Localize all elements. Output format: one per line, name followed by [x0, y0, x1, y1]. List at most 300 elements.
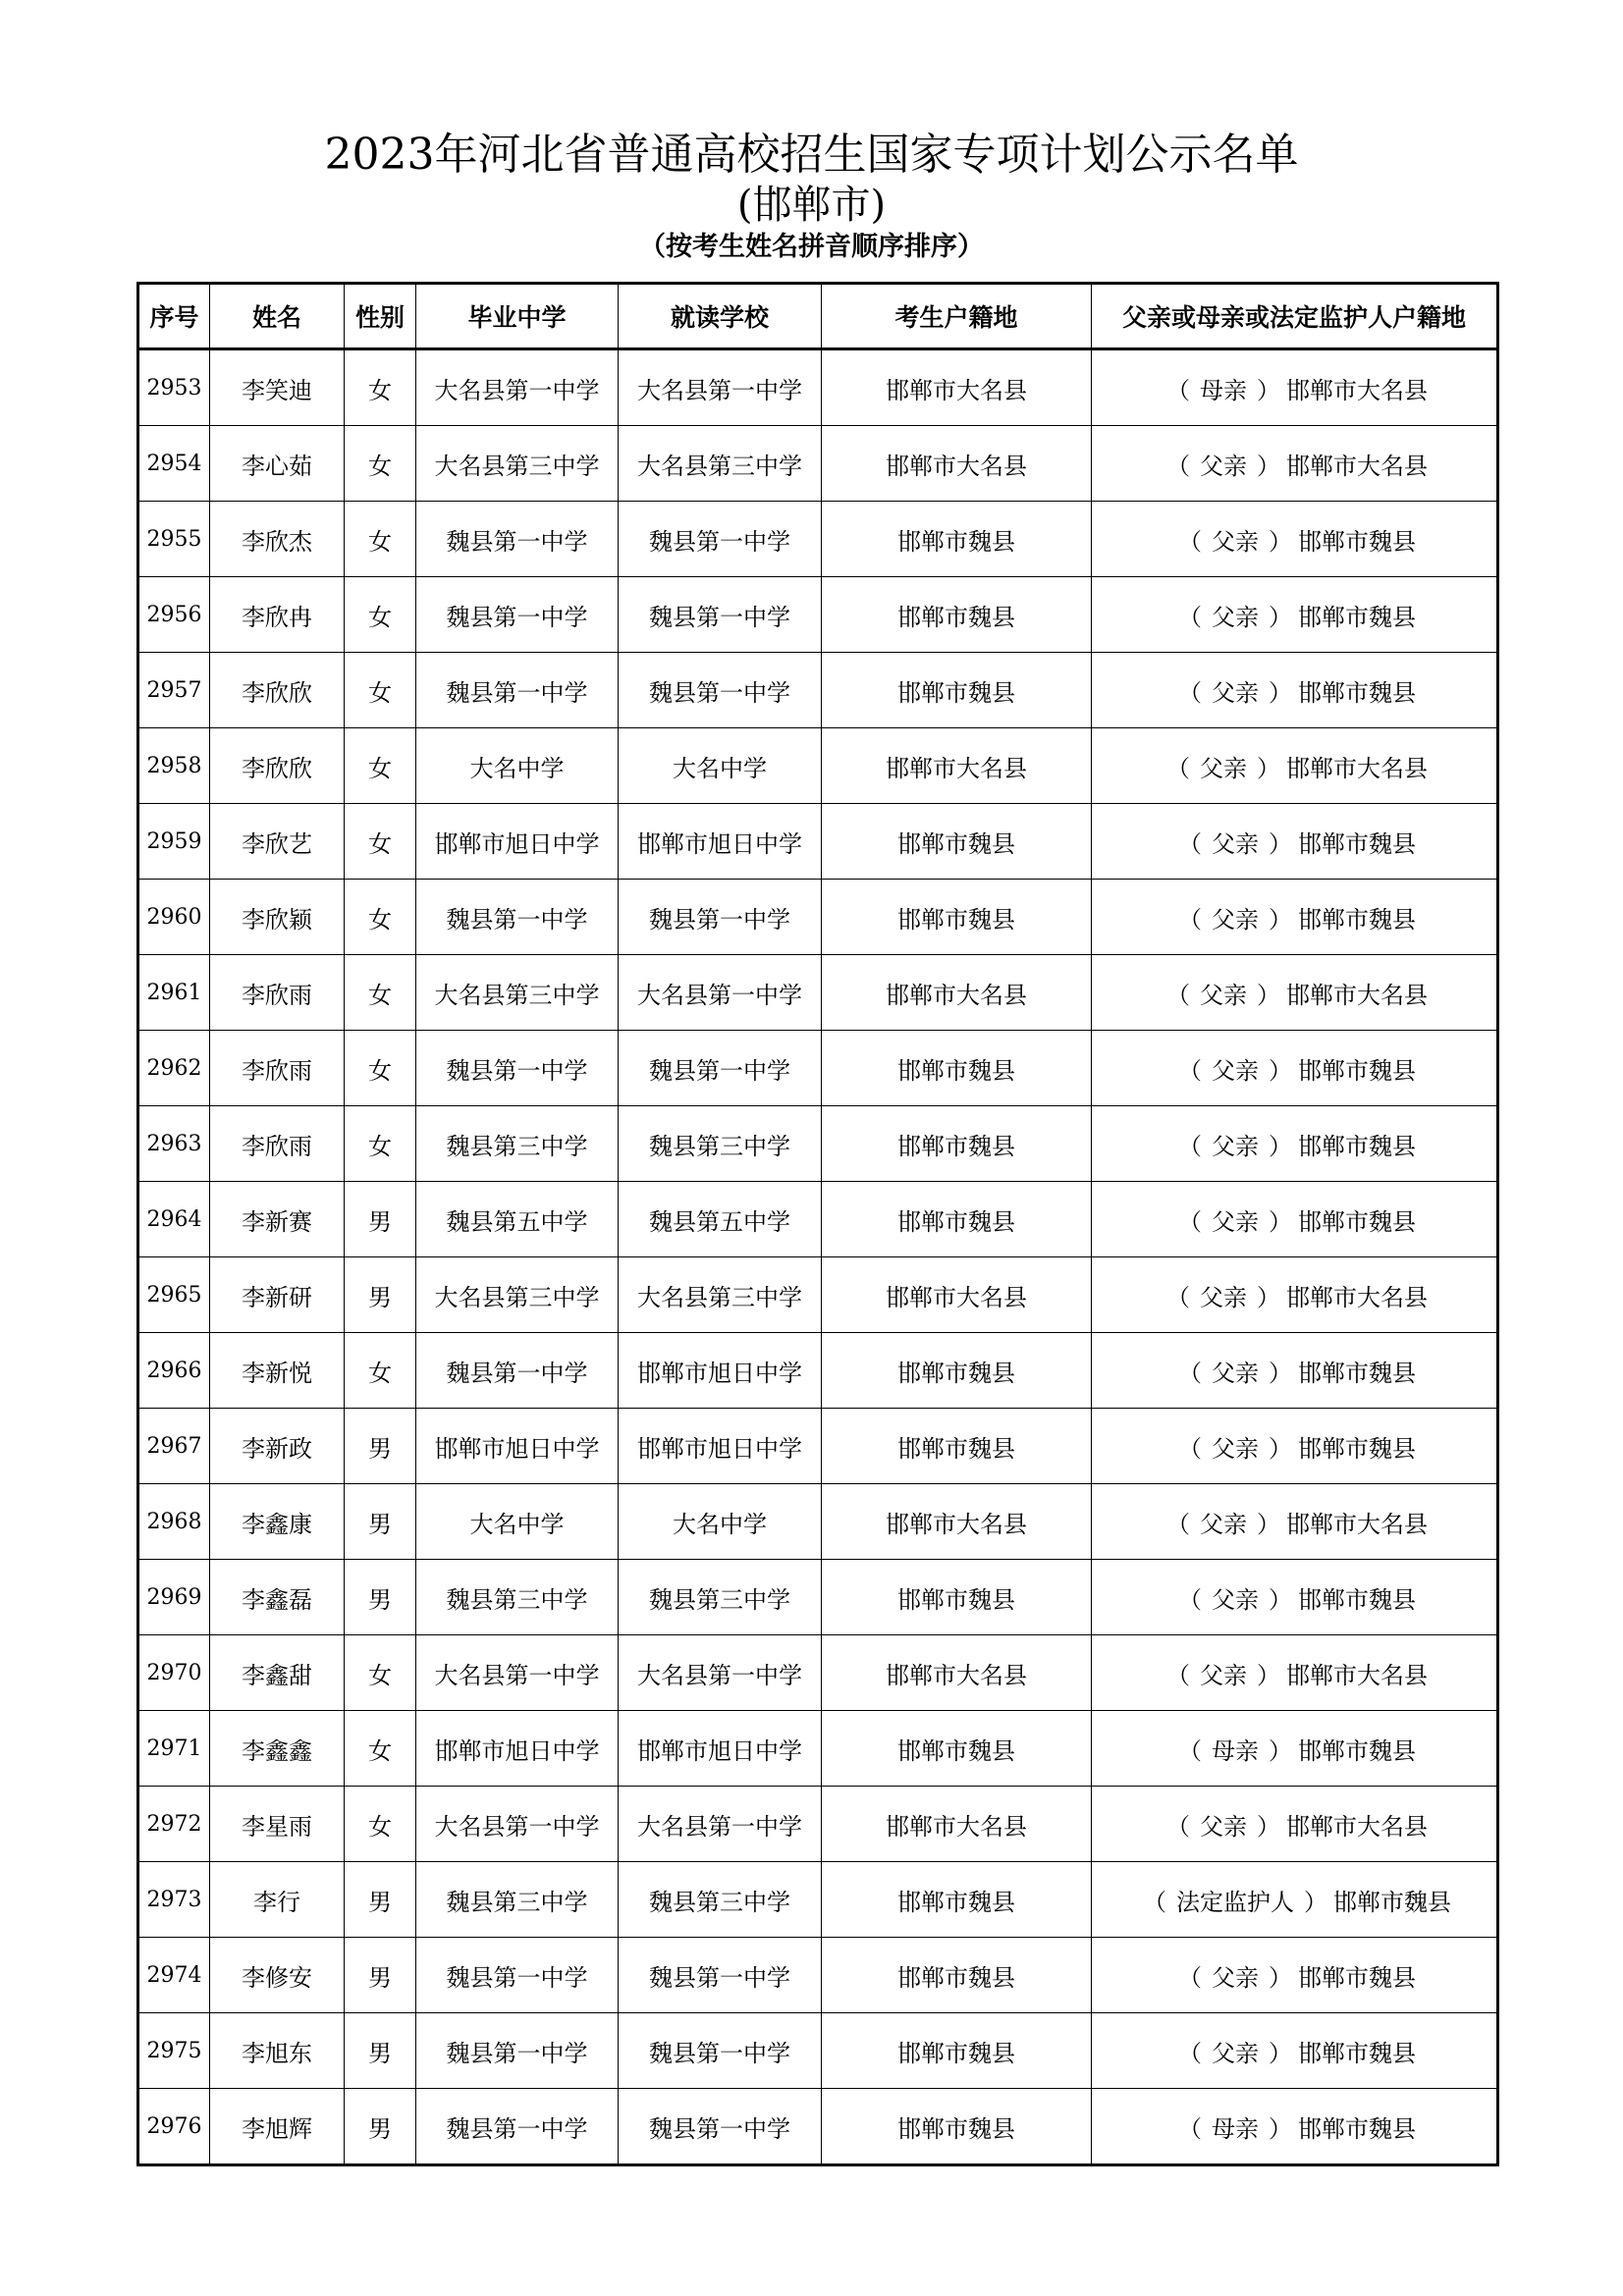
cell-gender: 男 [345, 1409, 416, 1484]
guardian-relation: 父亲 [1200, 1661, 1247, 1689]
paren-open: （ [1178, 1434, 1202, 1463]
cell-gender: 男 [345, 2089, 416, 2165]
cell-name: 李欣冉 [210, 577, 345, 653]
paren-close: ） [1257, 452, 1280, 480]
cell-student-hukou: 邯郸市大名县 [822, 1484, 1092, 1560]
cell-graduation-school: 大名县第一中学 [416, 349, 619, 426]
paren-close: ） [1269, 527, 1292, 556]
guardian-relation: 父亲 [1212, 603, 1259, 631]
cell-graduation-school: 邯郸市旭日中学 [416, 1409, 619, 1484]
table-row [138, 1182, 1498, 1257]
cell-current-school: 魏县第一中学 [619, 880, 822, 955]
paren-open: （ [1178, 2114, 1202, 2143]
cell-student-hukou: 邯郸市魏县 [822, 1182, 1092, 1257]
sort-order-note: （按考生姓名拼音顺序排序） [639, 232, 984, 262]
table-row [138, 1106, 1498, 1182]
cell-gender: 男 [345, 1862, 416, 1938]
guardian-relation: 父亲 [1212, 678, 1259, 707]
cell-current-school: 邯郸市旭日中学 [619, 1711, 822, 1787]
paren-open: （ [1166, 1661, 1190, 1689]
cell-serial: 2960 [138, 880, 210, 955]
cell-student-hukou: 邯郸市魏县 [822, 1409, 1092, 1484]
paren-open: （ [1166, 452, 1190, 480]
cell-current-school: 大名县第一中学 [619, 1787, 822, 1862]
paren-close: ） [1257, 376, 1280, 404]
cell-name: 李鑫甜 [210, 1635, 345, 1711]
table-row [138, 2089, 1498, 2165]
cell-gender: 女 [345, 1106, 416, 1182]
paren-close: ） [1304, 1888, 1327, 1916]
cell-current-school: 魏县第三中学 [619, 1106, 822, 1182]
paren-close: ） [1269, 905, 1292, 934]
cell-graduation-school: 大名县第一中学 [416, 1635, 619, 1711]
cell-current-school: 大名县第三中学 [619, 426, 822, 502]
guardian-relation: 父亲 [1200, 981, 1247, 1009]
guardian-hukou-text: 邯郸市大名县 [1286, 376, 1428, 404]
cell-guardian-hukou [1092, 577, 1498, 653]
guardian-relation: 父亲 [1212, 1434, 1259, 1463]
cell-serial: 2972 [138, 1787, 210, 1862]
paren-open: （ [1178, 829, 1202, 858]
cell-guardian-hukou [1092, 804, 1498, 880]
paren-open: （ [1178, 603, 1202, 631]
admission-roster-table [136, 282, 1499, 2166]
cell-gender: 女 [345, 880, 416, 955]
cell-gender: 女 [345, 1333, 416, 1409]
cell-student-hukou: 邯郸市魏县 [822, 577, 1092, 653]
cell-student-hukou: 邯郸市大名县 [822, 1635, 1092, 1711]
paren-open: （ [1178, 1056, 1202, 1085]
cell-current-school: 大名县第三中学 [619, 1257, 822, 1333]
cell-name: 李心茹 [210, 426, 345, 502]
cell-guardian-hukou [1092, 2013, 1498, 2089]
cell-serial: 2963 [138, 1106, 210, 1182]
guardian-relation: 父亲 [1200, 452, 1247, 480]
document-subtitle: (邯郸市) [736, 183, 887, 228]
cell-name: 李欣杰 [210, 502, 345, 577]
cell-gender: 女 [345, 653, 416, 728]
cell-graduation-school: 邯郸市旭日中学 [416, 804, 619, 880]
cell-graduation-school: 大名县第一中学 [416, 1787, 619, 1862]
cell-serial: 2968 [138, 1484, 210, 1560]
paren-open: （ [1178, 678, 1202, 707]
cell-current-school: 邯郸市旭日中学 [619, 1409, 822, 1484]
paren-close: ） [1269, 2114, 1292, 2143]
paren-close: ） [1257, 981, 1280, 1009]
cell-name: 李欣欣 [210, 653, 345, 728]
cell-graduation-school: 大名县第三中学 [416, 1257, 619, 1333]
guardian-hukou-text: 邯郸市大名县 [1286, 1661, 1428, 1689]
cell-gender: 男 [345, 1938, 416, 2013]
guardian-hukou-text: 邯郸市魏县 [1298, 1207, 1416, 1236]
cell-name: 李旭东 [210, 2013, 345, 2089]
guardian-hukou-text: 邯郸市魏县 [1298, 1132, 1416, 1160]
cell-graduation-school: 魏县第一中学 [416, 1333, 619, 1409]
cell-guardian-hukou [1092, 426, 1498, 502]
cell-student-hukou: 邯郸市大名县 [822, 426, 1092, 502]
cell-graduation-school: 大名中学 [416, 1484, 619, 1560]
paren-close: ） [1269, 1207, 1292, 1236]
cell-serial: 2958 [138, 728, 210, 804]
guardian-hukou-text: 邯郸市魏县 [1333, 1888, 1451, 1916]
cell-graduation-school: 魏县第一中学 [416, 1938, 619, 2013]
cell-name: 李欣艺 [210, 804, 345, 880]
guardian-hukou-text: 邯郸市魏县 [1298, 905, 1416, 934]
cell-guardian-hukou [1092, 1938, 1498, 2013]
cell-graduation-school: 魏县第一中学 [416, 577, 619, 653]
cell-student-hukou: 邯郸市魏县 [822, 1333, 1092, 1409]
cell-name: 李新政 [210, 1409, 345, 1484]
cell-gender: 女 [345, 426, 416, 502]
table-row [138, 502, 1498, 577]
paren-close: ） [1257, 1812, 1280, 1841]
paren-open: （ [1178, 905, 1202, 934]
guardian-relation: 父亲 [1212, 527, 1259, 556]
table-row [138, 728, 1498, 804]
guardian-relation: 法定监护人 [1176, 1888, 1294, 1916]
col-header-graduation-school: 毕业中学 [416, 284, 619, 349]
table-row [138, 804, 1498, 880]
table-row [138, 1333, 1498, 1409]
guardian-hukou-text: 邯郸市魏县 [1298, 1963, 1416, 1992]
guardian-hukou-text: 邯郸市魏县 [1298, 2039, 1416, 2067]
paren-open: （ [1166, 1510, 1190, 1538]
cell-current-school: 大名中学 [619, 728, 822, 804]
guardian-relation: 父亲 [1212, 1056, 1259, 1085]
cell-graduation-school: 魏县第三中学 [416, 1106, 619, 1182]
guardian-hukou-text: 邯郸市魏县 [1298, 1434, 1416, 1463]
cell-name: 李星雨 [210, 1787, 345, 1862]
cell-serial: 2973 [138, 1862, 210, 1938]
cell-guardian-hukou [1092, 1182, 1498, 1257]
paren-close: ） [1269, 829, 1292, 858]
guardian-hukou-text: 邯郸市魏县 [1298, 603, 1416, 631]
cell-name: 李欣雨 [210, 1106, 345, 1182]
cell-student-hukou: 邯郸市大名县 [822, 955, 1092, 1031]
guardian-hukou-text: 邯郸市魏县 [1298, 2114, 1416, 2143]
paren-open: （ [1178, 1585, 1202, 1614]
paren-open: （ [1166, 754, 1190, 782]
cell-guardian-hukou [1092, 653, 1498, 728]
cell-gender: 男 [345, 1182, 416, 1257]
guardian-hukou-text: 邯郸市大名县 [1286, 1812, 1428, 1841]
guardian-hukou-text: 邯郸市大名县 [1286, 754, 1428, 782]
cell-serial: 2970 [138, 1635, 210, 1711]
cell-name: 李旭辉 [210, 2089, 345, 2165]
cell-guardian-hukou [1092, 1031, 1498, 1106]
cell-graduation-school: 魏县第一中学 [416, 653, 619, 728]
cell-gender: 男 [345, 1484, 416, 1560]
cell-gender: 女 [345, 804, 416, 880]
paren-open: （ [1178, 1963, 1202, 1992]
cell-guardian-hukou [1092, 1409, 1498, 1484]
table-row [138, 349, 1498, 426]
cell-guardian-hukou [1092, 955, 1498, 1031]
paren-open: （ [1178, 1736, 1202, 1765]
table-row [138, 1409, 1498, 1484]
cell-serial: 2954 [138, 426, 210, 502]
cell-gender: 男 [345, 2013, 416, 2089]
cell-serial: 2966 [138, 1333, 210, 1409]
paren-close: ） [1257, 1661, 1280, 1689]
cell-student-hukou: 邯郸市魏县 [822, 1938, 1092, 2013]
paren-close: ） [1269, 1132, 1292, 1160]
table-row [138, 1031, 1498, 1106]
guardian-relation: 父亲 [1200, 1812, 1247, 1841]
cell-gender: 男 [345, 1560, 416, 1635]
paren-open: （ [1178, 1359, 1202, 1387]
table-row [138, 1635, 1498, 1711]
cell-graduation-school: 大名县第三中学 [416, 426, 619, 502]
paren-close: ） [1269, 1736, 1292, 1765]
cell-current-school: 魏县第三中学 [619, 1560, 822, 1635]
cell-student-hukou: 邯郸市大名县 [822, 1257, 1092, 1333]
cell-guardian-hukou [1092, 1635, 1498, 1711]
table-body [138, 349, 1498, 2165]
table-row [138, 426, 1498, 502]
paren-open: （ [1143, 1888, 1166, 1916]
cell-student-hukou: 邯郸市魏县 [822, 2089, 1092, 2165]
cell-gender: 女 [345, 955, 416, 1031]
cell-serial: 2955 [138, 502, 210, 577]
cell-name: 李新悦 [210, 1333, 345, 1409]
cell-name: 李鑫鑫 [210, 1711, 345, 1787]
table-row [138, 1938, 1498, 2013]
cell-current-school: 邯郸市旭日中学 [619, 804, 822, 880]
cell-serial: 2953 [138, 349, 210, 426]
cell-serial: 2974 [138, 1938, 210, 2013]
col-header-current-school: 就读学校 [619, 284, 822, 349]
cell-serial: 2965 [138, 1257, 210, 1333]
paren-close: ） [1257, 1283, 1280, 1311]
cell-serial: 2967 [138, 1409, 210, 1484]
cell-student-hukou: 邯郸市魏县 [822, 1711, 1092, 1787]
cell-guardian-hukou [1092, 2089, 1498, 2165]
cell-guardian-hukou [1092, 728, 1498, 804]
cell-name: 李笑迪 [210, 349, 345, 426]
cell-name: 李欣欣 [210, 728, 345, 804]
cell-gender: 女 [345, 502, 416, 577]
paren-close: ） [1269, 678, 1292, 707]
guardian-hukou-text: 邯郸市大名县 [1286, 1510, 1428, 1538]
cell-graduation-school: 大名县第三中学 [416, 955, 619, 1031]
paren-close: ） [1269, 2039, 1292, 2067]
cell-name: 李欣颖 [210, 880, 345, 955]
cell-student-hukou: 邯郸市魏县 [822, 1106, 1092, 1182]
paren-open: （ [1178, 1132, 1202, 1160]
cell-student-hukou: 邯郸市大名县 [822, 1787, 1092, 1862]
table-row [138, 1862, 1498, 1938]
table-row [138, 880, 1498, 955]
cell-guardian-hukou [1092, 1862, 1498, 1938]
paren-close: ） [1269, 1434, 1292, 1463]
cell-graduation-school: 魏县第一中学 [416, 1031, 619, 1106]
guardian-hukou-text: 邯郸市魏县 [1298, 1056, 1416, 1085]
cell-serial: 2961 [138, 955, 210, 1031]
cell-student-hukou: 邯郸市魏县 [822, 1031, 1092, 1106]
paren-close: ） [1269, 1585, 1292, 1614]
guardian-relation: 父亲 [1212, 1585, 1259, 1614]
table-row [138, 1484, 1498, 1560]
cell-gender: 男 [345, 1257, 416, 1333]
col-header-guardian-hukou: 父亲或母亲或法定监护人户籍地 [1092, 284, 1498, 349]
paren-open: （ [1166, 1283, 1190, 1311]
cell-current-school: 魏县第一中学 [619, 502, 822, 577]
col-header-serial: 序号 [138, 284, 210, 349]
cell-name: 李鑫康 [210, 1484, 345, 1560]
cell-student-hukou: 邯郸市魏县 [822, 1560, 1092, 1635]
guardian-relation: 父亲 [1200, 1510, 1247, 1538]
cell-gender: 女 [345, 577, 416, 653]
cell-guardian-hukou [1092, 880, 1498, 955]
cell-guardian-hukou [1092, 349, 1498, 426]
guardian-relation: 父亲 [1200, 754, 1247, 782]
guardian-hukou-text: 邯郸市魏县 [1298, 678, 1416, 707]
cell-name: 李新研 [210, 1257, 345, 1333]
cell-name: 李欣雨 [210, 955, 345, 1031]
cell-gender: 女 [345, 728, 416, 804]
paren-close: ） [1269, 1963, 1292, 1992]
guardian-relation: 父亲 [1212, 1132, 1259, 1160]
cell-current-school: 魏县第一中学 [619, 577, 822, 653]
table-row [138, 653, 1498, 728]
cell-current-school: 大名县第一中学 [619, 349, 822, 426]
guardian-relation: 父亲 [1200, 1283, 1247, 1311]
guardian-hukou-text: 邯郸市魏县 [1298, 527, 1416, 556]
table-row [138, 1257, 1498, 1333]
cell-name: 李欣雨 [210, 1031, 345, 1106]
cell-graduation-school: 魏县第三中学 [416, 1560, 619, 1635]
cell-student-hukou: 邯郸市大名县 [822, 349, 1092, 426]
cell-current-school: 魏县第一中学 [619, 1031, 822, 1106]
cell-graduation-school: 邯郸市旭日中学 [416, 1711, 619, 1787]
cell-current-school: 魏县第三中学 [619, 1862, 822, 1938]
guardian-relation: 父亲 [1212, 1207, 1259, 1236]
cell-graduation-school: 魏县第一中学 [416, 880, 619, 955]
guardian-hukou-text: 邯郸市大名县 [1286, 1283, 1428, 1311]
cell-current-school: 大名中学 [619, 1484, 822, 1560]
cell-gender: 女 [345, 1635, 416, 1711]
cell-student-hukou: 邯郸市魏县 [822, 502, 1092, 577]
cell-guardian-hukou [1092, 1257, 1498, 1333]
cell-guardian-hukou [1092, 1711, 1498, 1787]
cell-name: 李行 [210, 1862, 345, 1938]
table-row [138, 1787, 1498, 1862]
cell-graduation-school: 魏县第一中学 [416, 2089, 619, 2165]
cell-student-hukou: 邯郸市魏县 [822, 653, 1092, 728]
cell-gender: 女 [345, 1031, 416, 1106]
paren-open: （ [1178, 2039, 1202, 2067]
cell-serial: 2962 [138, 1031, 210, 1106]
paren-open: （ [1178, 527, 1202, 556]
cell-name: 李新赛 [210, 1182, 345, 1257]
cell-student-hukou: 邯郸市魏县 [822, 880, 1092, 955]
paren-open: （ [1178, 1207, 1202, 1236]
table-row [138, 1560, 1498, 1635]
cell-name: 李鑫磊 [210, 1560, 345, 1635]
cell-current-school: 魏县第一中学 [619, 1938, 822, 2013]
cell-current-school: 邯郸市旭日中学 [619, 1333, 822, 1409]
cell-student-hukou: 邯郸市魏县 [822, 1862, 1092, 1938]
cell-guardian-hukou [1092, 1484, 1498, 1560]
table-row [138, 955, 1498, 1031]
cell-current-school: 魏县第五中学 [619, 1182, 822, 1257]
cell-current-school: 魏县第一中学 [619, 2089, 822, 2165]
cell-serial: 2971 [138, 1711, 210, 1787]
paren-close: ） [1257, 754, 1280, 782]
cell-current-school: 大名县第一中学 [619, 955, 822, 1031]
header-row [138, 284, 1498, 349]
paren-open: （ [1166, 376, 1190, 404]
cell-serial: 2957 [138, 653, 210, 728]
guardian-relation: 父亲 [1212, 1359, 1259, 1387]
guardian-hukou-text: 邯郸市大名县 [1286, 981, 1428, 1009]
paren-open: （ [1166, 1812, 1190, 1841]
cell-graduation-school: 魏县第一中学 [416, 2013, 619, 2089]
guardian-relation: 父亲 [1212, 829, 1259, 858]
cell-student-hukou: 邯郸市魏县 [822, 804, 1092, 880]
paren-close: ） [1269, 1056, 1292, 1085]
guardian-relation: 父亲 [1212, 1963, 1259, 1992]
cell-serial: 2975 [138, 2013, 210, 2089]
cell-current-school: 魏县第一中学 [619, 2013, 822, 2089]
cell-graduation-school: 魏县第三中学 [416, 1862, 619, 1938]
cell-graduation-school: 魏县第五中学 [416, 1182, 619, 1257]
cell-serial: 2969 [138, 1560, 210, 1635]
cell-current-school: 大名县第一中学 [619, 1635, 822, 1711]
col-header-name: 姓名 [210, 284, 345, 349]
cell-gender: 女 [345, 1711, 416, 1787]
table-row [138, 1711, 1498, 1787]
cell-current-school: 魏县第一中学 [619, 653, 822, 728]
cell-guardian-hukou [1092, 1333, 1498, 1409]
guardian-relation: 父亲 [1212, 2039, 1259, 2067]
document-title: 2023年河北省普通高校招生国家专项计划公示名单 [324, 130, 1299, 180]
table-header [138, 284, 1498, 349]
cell-student-hukou: 邯郸市大名县 [822, 728, 1092, 804]
cell-graduation-school: 大名中学 [416, 728, 619, 804]
guardian-hukou-text: 邯郸市大名县 [1286, 452, 1428, 480]
paren-close: ） [1269, 603, 1292, 631]
paren-open: （ [1166, 981, 1190, 1009]
col-header-gender: 性别 [345, 284, 416, 349]
guardian-hukou-text: 邯郸市魏县 [1298, 1359, 1416, 1387]
cell-guardian-hukou [1092, 1787, 1498, 1862]
guardian-relation: 父亲 [1212, 905, 1259, 934]
cell-serial: 2976 [138, 2089, 210, 2165]
table-row [138, 577, 1498, 653]
cell-graduation-school: 魏县第一中学 [416, 502, 619, 577]
table-row [138, 2013, 1498, 2089]
cell-gender: 女 [345, 349, 416, 426]
guardian-relation: 母亲 [1212, 2114, 1259, 2143]
guardian-hukou-text: 邯郸市魏县 [1298, 1736, 1416, 1765]
paren-close: ） [1269, 1359, 1292, 1387]
cell-guardian-hukou [1092, 1560, 1498, 1635]
cell-guardian-hukou [1092, 502, 1498, 577]
guardian-hukou-text: 邯郸市魏县 [1298, 829, 1416, 858]
guardian-hukou-text: 邯郸市魏县 [1298, 1585, 1416, 1614]
col-header-student-hukou: 考生户籍地 [822, 284, 1092, 349]
cell-serial: 2964 [138, 1182, 210, 1257]
guardian-relation: 母亲 [1200, 376, 1247, 404]
guardian-relation: 母亲 [1212, 1736, 1259, 1765]
cell-serial: 2959 [138, 804, 210, 880]
cell-gender: 女 [345, 1787, 416, 1862]
cell-serial: 2956 [138, 577, 210, 653]
cell-name: 李修安 [210, 1938, 345, 2013]
cell-student-hukou: 邯郸市魏县 [822, 2013, 1092, 2089]
